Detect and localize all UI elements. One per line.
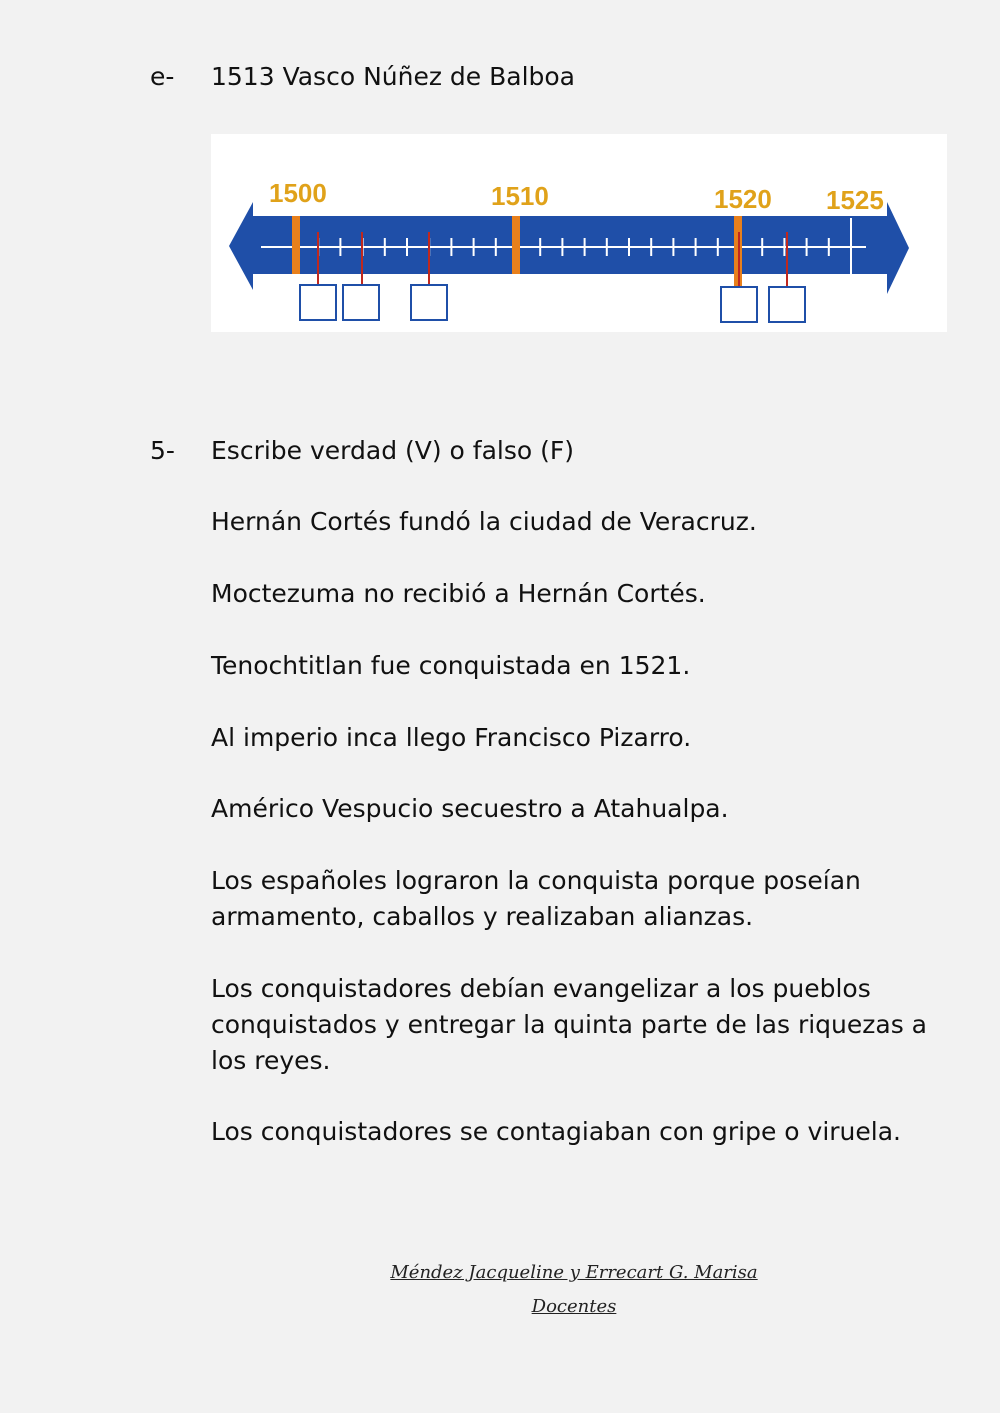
statement-1 (211, 504, 951, 540)
statement-line: conquistados y entregar la quinta parte de las riquezas a (211, 1010, 927, 1039)
timeline-svg (211, 134, 947, 332)
signature-names: Méndez Jacqueline y Errecart G. Marisa (390, 1262, 758, 1283)
section-5-heading (150, 436, 574, 466)
marker-1510 (512, 216, 520, 274)
year-label-1520: 1520 (714, 184, 772, 214)
section-5-title: Escribe verdad (V) o falso (F) (211, 436, 575, 465)
statement-line: Los conquistadores se contagiaban con gripe o viruela. (211, 1117, 901, 1146)
statement-line: Moctezuma no recibió a Hernán Cortés. (211, 579, 706, 608)
signature-role: Docentes (531, 1296, 617, 1317)
section-e-heading (150, 62, 575, 92)
statement-line: Tenochtitlan fue conquistada en 1521. (211, 651, 691, 680)
section-e-title: 1513 Vasco Núñez de Balboa (211, 62, 576, 91)
statement-line: Los españoles lograron la conquista porque poseían (211, 866, 861, 895)
statement-line: Los conquistadores debían evangelizar a los pueblos (211, 974, 871, 1003)
answer-box-5[interactable] (769, 287, 805, 322)
statement-line: Hernán Cortés fundó la ciudad de Veracruz. (211, 507, 757, 536)
year-label-1500: 1500 (269, 178, 327, 208)
section-e-marker: e- (150, 62, 175, 91)
statement-5 (211, 791, 951, 827)
statement-6 (211, 863, 951, 935)
statement-line: Al imperio inca llego Francisco Pizarro. (211, 723, 692, 752)
year-label-1510: 1510 (491, 181, 549, 211)
answer-box-3[interactable] (411, 285, 447, 320)
answer-box-2[interactable] (343, 285, 379, 320)
section-5-marker: 5- (150, 436, 175, 465)
answer-box-4[interactable] (721, 287, 757, 322)
answer-box-1[interactable] (300, 285, 336, 320)
timeline-figure (211, 134, 947, 332)
statement-3 (211, 648, 951, 684)
statement-8 (211, 1114, 951, 1150)
marker-1500 (292, 216, 300, 274)
statement-7 (211, 971, 951, 1079)
year-label-1525: 1525 (826, 185, 884, 215)
statement-line: Américo Vespucio secuestro a Atahualpa. (211, 794, 729, 823)
statement-2 (211, 576, 951, 612)
statement-line: armamento, caballos y realizaban alianzas. (211, 902, 754, 931)
statement-line: los reyes. (211, 1046, 331, 1075)
statement-4 (211, 720, 951, 756)
